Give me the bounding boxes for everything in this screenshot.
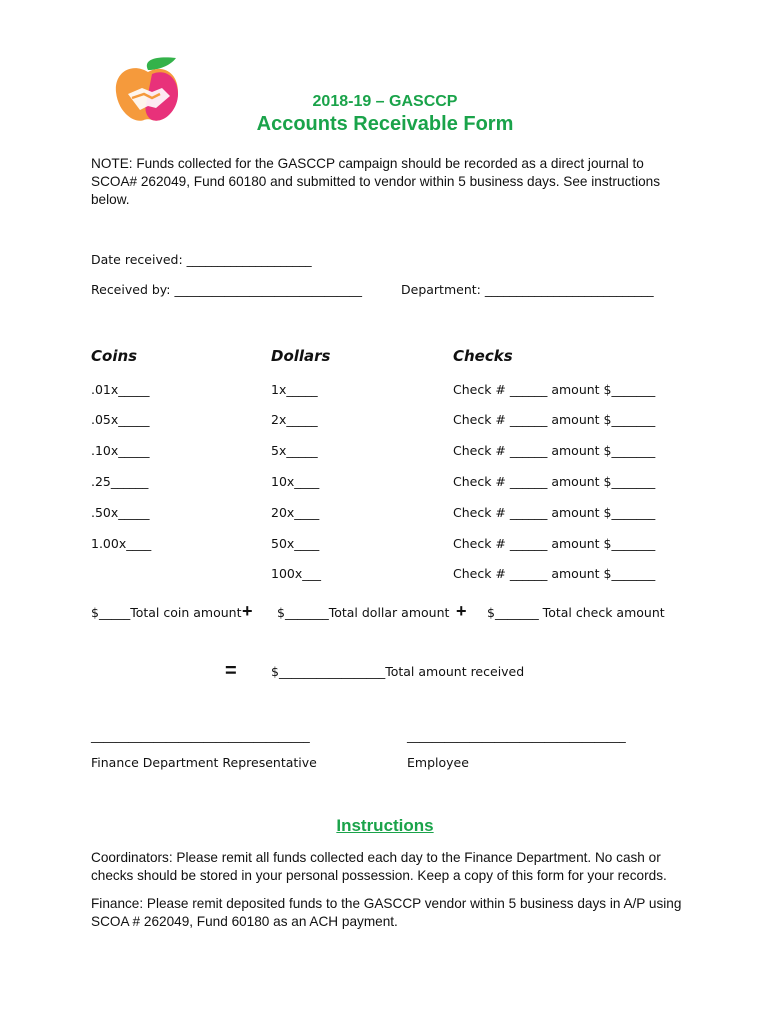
coin-row[interactable]: 1.00x____	[91, 536, 152, 551]
instructions-heading: Instructions	[336, 816, 434, 835]
check-total-field[interactable]: $_______ Total check amount	[487, 605, 665, 620]
plus-sign: +	[242, 601, 253, 621]
dollar-row[interactable]: 20x____	[271, 505, 320, 520]
form-year-label: 2018-19 – GASCCP	[312, 93, 458, 110]
finance-signature-line[interactable]: ___________________________________	[91, 728, 310, 743]
received-by-field[interactable]: Received by: ______________________________	[91, 282, 362, 297]
check-row[interactable]: Check # ______ amount $_______	[453, 474, 656, 489]
employee-signature-line[interactable]: ___________________________________	[407, 728, 626, 743]
coin-row[interactable]: .01x_____	[91, 382, 150, 397]
coins-header: Coins	[91, 347, 138, 365]
check-row[interactable]: Check # ______ amount $_______	[453, 382, 656, 397]
coordinators-instructions: Coordinators: Please remit all funds collected each day to the Finance Department. No cash or checks should be stored in your personal possession. Keep a copy of this form for your records.	[91, 850, 667, 883]
check-row[interactable]: Check # ______ amount $_______	[453, 505, 656, 520]
finance-instructions: Finance: Please remit deposited funds to the GASCCP vendor within 5 business days in A/P using SCOA # 262049, Fund 60180 as an ACH payment.	[91, 896, 682, 929]
dollar-row[interactable]: 5x_____	[271, 443, 318, 458]
dollar-total-field[interactable]: $_______Total dollar amount	[277, 605, 450, 620]
plus-sign: +	[456, 601, 467, 621]
coin-row[interactable]: .05x_____	[91, 412, 150, 427]
dollar-row[interactable]: 50x____	[271, 536, 320, 551]
note-paragraph: NOTE: Funds collected for the GASCCP campaign should be recorded as a direct journal to SCOA# 262049, Fund 60180 and submitted to vendor within 5 business days. See instructions below.	[91, 156, 661, 207]
coin-total-field[interactable]: $_____Total coin amount	[91, 605, 242, 620]
coin-row[interactable]: .25______	[91, 474, 149, 489]
coin-row[interactable]: .50x_____	[91, 505, 150, 520]
grand-total-field[interactable]: $_________________Total amount received	[271, 664, 525, 679]
dollar-row[interactable]: 2x_____	[271, 412, 318, 427]
check-row[interactable]: Check # ______ amount $_______	[453, 536, 656, 551]
employee-label: Employee	[407, 755, 469, 770]
check-row[interactable]: Check # ______ amount $_______	[453, 443, 656, 458]
coin-row[interactable]: .10x_____	[91, 443, 150, 458]
equals-sign: =	[225, 660, 237, 682]
dollar-row[interactable]: 10x____	[271, 474, 320, 489]
dollar-row[interactable]: 1x_____	[271, 382, 318, 397]
finance-rep-label: Finance Department Representative	[91, 755, 317, 770]
checks-header: Checks	[453, 347, 513, 365]
department-field[interactable]: Department: ___________________________	[401, 282, 654, 297]
dollar-row[interactable]: 100x___	[271, 566, 322, 581]
form-title: Accounts Receivable Form	[256, 113, 514, 135]
dollars-header: Dollars	[271, 347, 331, 365]
date-received-field[interactable]: Date received: ____________________	[91, 252, 312, 267]
check-row[interactable]: Check # ______ amount $_______	[453, 412, 656, 427]
check-row[interactable]: Check # ______ amount $_______	[453, 566, 656, 581]
